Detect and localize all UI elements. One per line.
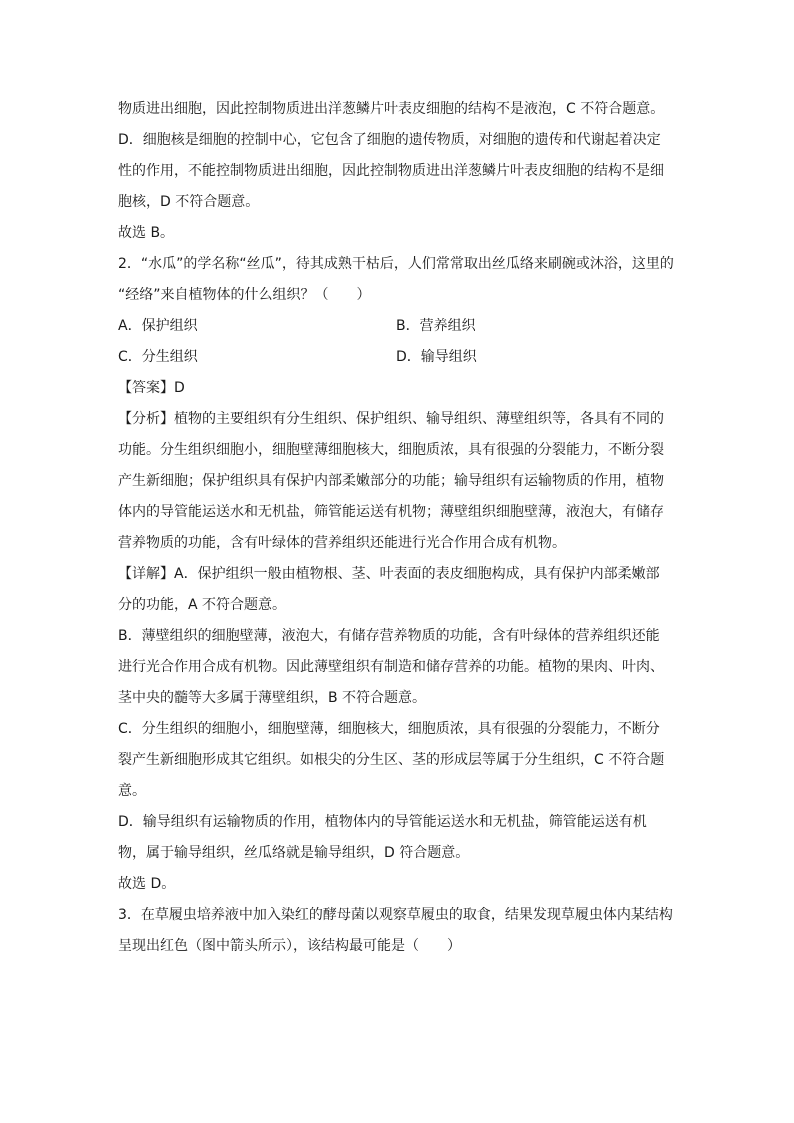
analysis-text: 功能。分生组织细胞小，细胞壁薄细胞核大，细胞质浓，具有很强的分裂能力，不断分裂 xyxy=(118,442,664,458)
text-line: 故选 D。 xyxy=(118,876,176,892)
explanation-text: 裂产生新细胞形成其它组织。如根尖的分生区、茎的形成层等属于分生组织，C 不符合题 xyxy=(118,752,665,768)
explanation-text: 物，属于输导组织，丝瓜络就是输导组织，D 符合题意。 xyxy=(118,845,470,861)
option-row xyxy=(118,347,678,378)
explanation-text: 意。 xyxy=(118,783,146,799)
text-line: 故选 B。 xyxy=(118,225,175,241)
explanation-text: 分的功能，A 不符合题意。 xyxy=(118,597,287,613)
explanation-text: 进行光合作用合成有机物。因此薄壁组织有制造和储存营养的功能。植物的果肉、叶肉、 xyxy=(118,659,664,675)
explanation-text: B．薄壁组织的细胞壁薄，液泡大，有储存营养物质的功能，含有叶绿体的营养组织还能 xyxy=(118,628,660,644)
question-text: 2．“水瓜”的学名称“丝瓜”，待其成熟干枯后，人们常常取出丝瓜络来刷碗或沐浴，这里的 xyxy=(118,256,674,272)
answer-line: 【答案】D xyxy=(118,380,185,396)
explanation-text: 【详解】A．保护组织一般由植物根、茎、叶表面的表皮细胞构成，具有保护内部柔嫩部 xyxy=(118,566,660,582)
question-text: 呈现出红色（图中箭头所示），该结构最可能是（ ） xyxy=(118,938,461,954)
question-text: “经络”来自植物体的什么组织？（ ） xyxy=(118,287,371,303)
analysis-text: 【分析】植物的主要组织有分生组织、保护组织、输导组织、薄壁组织等，各具有不同的 xyxy=(118,411,664,427)
explanation-text: 茎中央的髓等大多属于薄壁组织，B 不符合题意。 xyxy=(118,690,427,706)
option-c: C．分生组织 xyxy=(118,349,198,365)
option-b: B．营养组织 xyxy=(396,318,476,334)
option-row xyxy=(118,316,678,347)
explanation-text: C．分生组织的细胞小，细胞壁薄，细胞核大，细胞质浓，具有很强的分裂能力，不断分 xyxy=(118,721,660,737)
analysis-text: 营养物质的功能，含有叶绿体的营养组织还能进行光合作用合成有机物。 xyxy=(118,535,566,551)
text-line: D．细胞核是细胞的控制中心，它包含了细胞的遗传物质，对细胞的遗传和代谢起着决定 xyxy=(118,132,661,148)
analysis-text: 产生新细胞；保护组织具有保护内部柔嫩部分的功能；输导组织有运输物质的作用，植物 xyxy=(118,473,664,489)
explanation-text: D．输导组织有运输物质的作用，植物体内的导管能运送水和无机盐，筛管能运送有机 xyxy=(118,814,647,830)
text-line: 胞核，D 不符合题意。 xyxy=(118,194,260,210)
option-d: D．输导组织 xyxy=(396,349,477,365)
text-line: 物质进出细胞，因此控制物质进出洋葱鳞片叶表皮细胞的结构不是液泡，C 不符合题意。 xyxy=(118,101,665,117)
analysis-text: 体内的导管能运送水和无机盐，筛管能运送有机物；薄壁组织细胞壁薄，液泡大，有储存 xyxy=(118,504,664,520)
question-text: 3．在草履虫培养液中加入染红的酵母菌以观察草履虫的取食，结果发现草履虫体内某结构 xyxy=(118,907,673,923)
text-line: 性的作用，不能控制物质进出细胞，因此控制物质进出洋葱鳞片叶表皮细胞的结构不是细 xyxy=(118,163,664,179)
document-page xyxy=(118,99,678,967)
option-a: A．保护组织 xyxy=(118,318,198,334)
